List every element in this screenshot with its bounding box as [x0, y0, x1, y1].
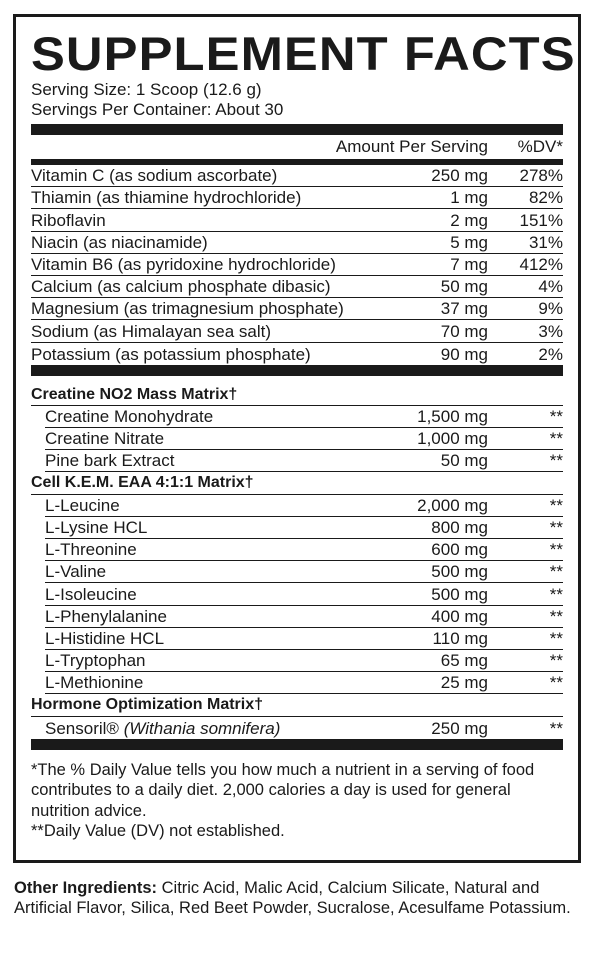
nutrient-row: [31, 187, 563, 209]
ingredient-row: [45, 606, 563, 628]
matrix-list: [31, 384, 563, 739]
ingredient-dv: **: [549, 429, 563, 449]
ingredient-name: [45, 407, 368, 427]
ingredient-dv: **: [549, 651, 563, 671]
dv-not-established-footnote: **Daily Value (DV) not established.: [31, 822, 285, 841]
nutrient-amount: 70 mg: [440, 321, 488, 341]
ingredient-name-text: L-Threonine: [45, 540, 137, 560]
nutrient-dv: 278%: [519, 166, 563, 186]
ingredient-dv: **: [549, 673, 563, 693]
ingredient-name: [45, 629, 368, 649]
ingredient-name-text: Creatine Monohydrate: [45, 407, 214, 427]
ingredient-name-text: L-Tryptophan: [45, 651, 146, 671]
dv-footnote: *The % Daily Value tells you how much a nutrient in a serving of food contributes to a daily diet. 2,000 calories a day is used for general nutrition advice.: [31, 760, 535, 820]
ingredient-dv: **: [549, 518, 563, 537]
nutrient-row: [31, 320, 563, 342]
ingredient-row: [45, 628, 563, 650]
ingredient-name-text: L-Leucine: [45, 495, 120, 515]
other-ingredients-text: Citric Acid, Malic Acid, Calcium Silicate, Natural and Artificial Flavor, Silica, Red Beet Powder, Sucralose, Acesulfame Potassium.: [14, 879, 571, 917]
ingredient-name-text: Creatine Nitrate: [45, 429, 165, 449]
ingredient-amount: 50 mg: [440, 451, 488, 471]
dv-header: %DV*: [517, 137, 563, 156]
ingredient-row: [45, 539, 563, 561]
ingredient-name: [45, 451, 368, 471]
ingredient-amount: 400 mg: [431, 606, 488, 626]
nutrient-row: [31, 165, 563, 187]
divider-thick: [31, 739, 563, 750]
ingredient-name: [45, 496, 368, 516]
nutrient-name: Niacin (as niacinamide): [31, 232, 208, 252]
divider-thick: [31, 124, 563, 135]
ingredient-row: [45, 717, 563, 739]
matrix-title: Cell K.E.M. EAA 4:1:1 Matrix†: [31, 472, 563, 494]
nutrient-name: Calcium (as calcium phosphate dibasic): [31, 277, 331, 297]
ingredient-dv: **: [549, 606, 563, 626]
ingredient-amount: 250 mg: [431, 718, 488, 738]
amount-header: Amount Per Serving: [335, 137, 488, 156]
ingredient-row: [45, 406, 563, 428]
nutrient-name: Riboflavin: [31, 210, 106, 230]
nutrient-amount: 7 mg: [450, 254, 488, 274]
nutrient-amount: 37 mg: [440, 299, 488, 319]
ingredient-name-text: L-Phenylalanine: [45, 606, 167, 626]
ingredient-name-text: L-Histidine HCL: [45, 628, 165, 648]
ingredient-name-text: L-Isoleucine: [45, 584, 137, 604]
ingredient-row: [45, 428, 563, 450]
serving-size: Serving Size: 1 Scoop (12.6 g): [31, 80, 262, 99]
nutrient-dv: 31%: [528, 232, 563, 252]
nutrient-row: [31, 298, 563, 320]
ingredient-dv: **: [549, 495, 563, 515]
ingredient-name: [45, 540, 368, 560]
ingredient-name: [45, 719, 368, 739]
ingredient-amount: 500 mg: [431, 562, 488, 582]
ingredient-name: [45, 518, 368, 538]
nutrient-dv: 3%: [538, 321, 563, 341]
ingredient-name-text: Pine bark Extract: [45, 451, 175, 471]
matrix-title: Creatine NO2 Mass Matrix†: [31, 384, 563, 406]
nutrient-row: [31, 343, 563, 365]
ingredient-amount: 25 mg: [440, 673, 488, 693]
other-ingredients: [14, 878, 586, 918]
ingredient-name: [45, 585, 368, 605]
ingredient-amount: 1,500 mg: [417, 407, 488, 427]
nutrient-amount: 90 mg: [440, 344, 488, 364]
nutrient-dv: 4%: [538, 277, 563, 297]
ingredient-dv: **: [549, 562, 563, 582]
nutrient-row: [31, 276, 563, 298]
nutrient-dv: 82%: [528, 188, 563, 208]
nutrient-amount: 2 mg: [450, 210, 488, 230]
ingredient-amount: 500 mg: [431, 584, 488, 604]
ingredient-amount: 110 mg: [432, 628, 488, 648]
nutrient-dv: 151%: [519, 210, 563, 230]
nutrient-row: [31, 232, 563, 254]
ingredient-name-text: L-Valine: [45, 562, 107, 582]
ingredient-dv: **: [549, 407, 563, 427]
nutrient-name: Magnesium (as trimagnesium phosphate): [31, 299, 344, 319]
nutrient-name: Potassium (as potassium phosphate): [31, 344, 311, 364]
ingredient-dv: **: [549, 718, 563, 738]
ingredient-row: [45, 583, 563, 605]
nutrient-name: Sodium (as Himalayan sea salt): [31, 321, 271, 341]
nutrient-amount: 50 mg: [440, 277, 488, 297]
ingredient-row: [45, 517, 563, 539]
ingredient-amount: 2,000 mg: [417, 495, 488, 515]
nutrient-dv: 2%: [538, 344, 563, 364]
ingredient-name-text: Sensoril®: [45, 718, 119, 738]
nutrient-row: [31, 254, 563, 276]
ingredient-name-text: L-Methionine: [45, 673, 144, 693]
ingredient-row: [45, 495, 563, 517]
ingredient-name: [45, 562, 368, 582]
divider-thick: [31, 365, 563, 376]
ingredient-amount: 65 mg: [440, 651, 488, 671]
nutrient-amount: 5 mg: [450, 232, 488, 252]
nutrient-name: Thiamin (as thiamine hydrochloride): [31, 188, 302, 208]
ingredient-name: [45, 607, 368, 627]
ingredient-name: [45, 673, 368, 693]
ingredient-amount: 1,000 mg: [417, 429, 488, 449]
column-header: [31, 135, 563, 159]
ingredient-row: [45, 650, 563, 672]
ingredient-row: [45, 561, 563, 583]
ingredient-name: [45, 429, 368, 449]
ingredient-dv: **: [549, 584, 563, 604]
vitamin-list: [31, 165, 563, 365]
nutrient-name: Vitamin B6 (as pyridoxine hydrochloride): [31, 254, 336, 274]
matrix-title: Hormone Optimization Matrix†: [31, 694, 563, 716]
ingredient-name-italic: (Withania somnifera): [123, 718, 281, 738]
ingredient-dv: **: [549, 451, 563, 471]
ingredient-name-text: L-Lysine HCL: [45, 518, 148, 537]
ingredient-amount: 800 mg: [431, 518, 488, 537]
ingredient-name: [45, 651, 368, 671]
nutrient-amount: 250 mg: [431, 166, 488, 186]
ingredient-row: [45, 450, 563, 472]
ingredient-dv: **: [549, 628, 563, 648]
nutrient-row: [31, 209, 563, 231]
nutrient-dv: 9%: [538, 299, 563, 319]
ingredient-dv: **: [549, 540, 563, 560]
nutrient-name: Vitamin C (as sodium ascorbate): [31, 166, 278, 186]
panel-title: SUPPLEMENT FACTS: [31, 27, 576, 80]
supplement-facts-panel: [13, 14, 581, 863]
ingredient-amount: 600 mg: [431, 540, 488, 560]
servings-per-container: Servings Per Container: About 30: [31, 100, 284, 119]
ingredient-row: [45, 672, 563, 694]
nutrient-amount: 1 mg: [450, 188, 488, 208]
nutrient-dv: 412%: [519, 254, 563, 274]
other-ingredients-label: Other Ingredients:: [14, 879, 158, 897]
